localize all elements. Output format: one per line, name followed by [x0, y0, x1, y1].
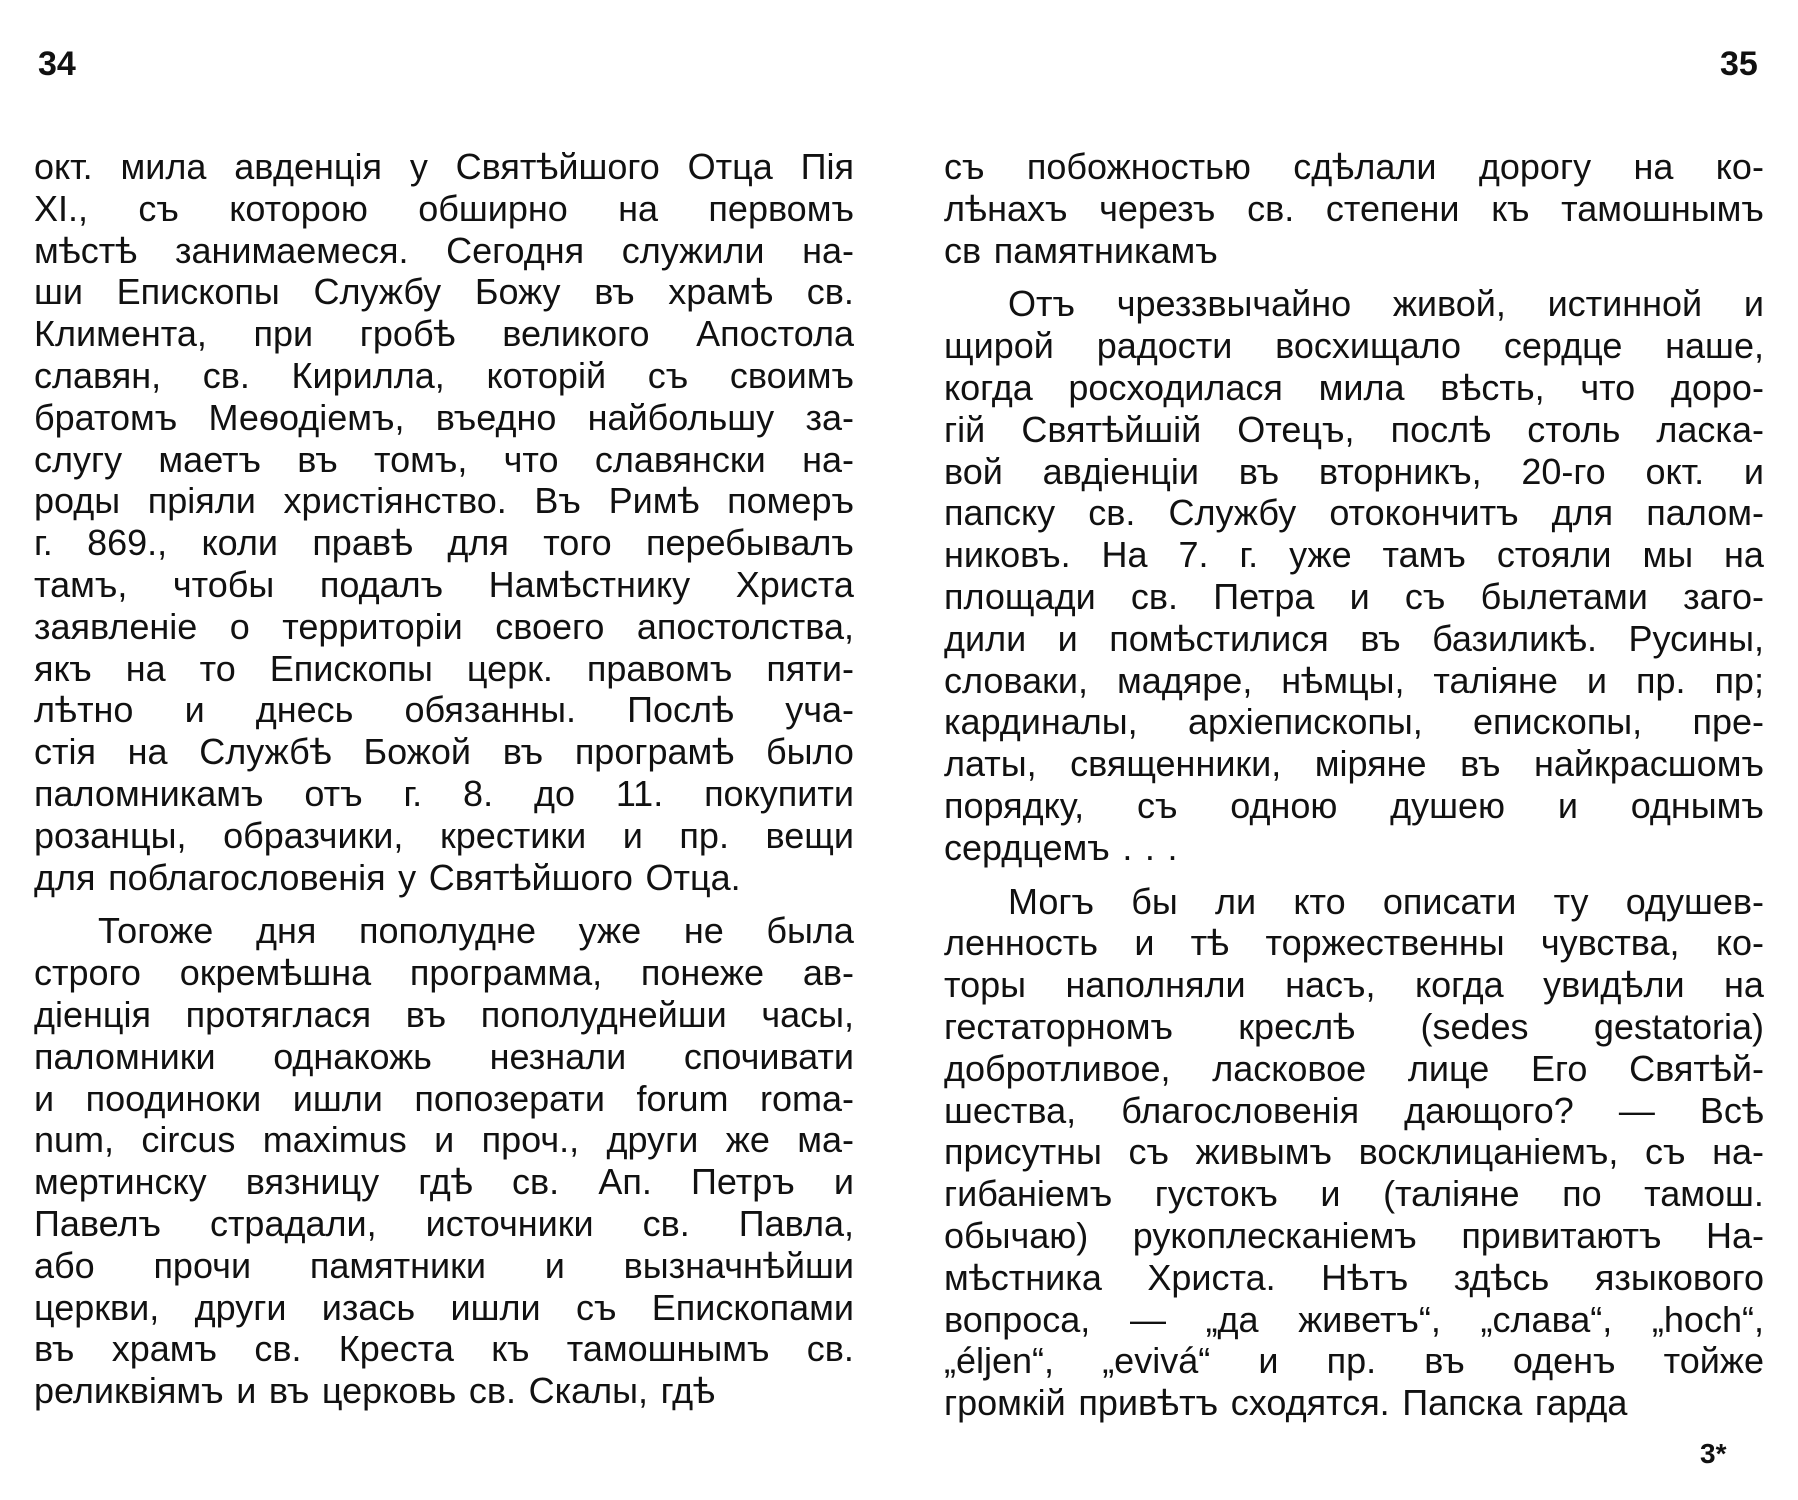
text-line: для поблагословенія у Святѣйшого Отца. — [34, 856, 741, 898]
text-line: XI., съ которою обширно на первомъ — [34, 187, 854, 229]
text-line: съ побожностью сдѣлали дорогу на ко- — [944, 146, 1764, 187]
text-line: строго окремѣшна программа, понеже ав- — [34, 952, 854, 994]
text-line: якъ на то Епископы церк. правомъ пяти- — [34, 647, 854, 689]
text-line: стія на Службѣ Божой въ програмѣ было — [34, 731, 854, 773]
text-line: слугу маетъ въ томъ, что славянски на- — [34, 438, 854, 480]
text-line: и поодиноки ишли попозерати forum roma- — [34, 1077, 854, 1119]
text-line: вой авдіенціи въ вторникъ, 20-го окт. и — [944, 450, 1764, 492]
text-line: ленность и тѣ торжественны чувства, ко- — [944, 922, 1764, 964]
text-line: Отъ чреззвычайно живой, истинной и — [1008, 283, 1764, 325]
text-line: лѣтно и днесь обязанны. Послѣ уча- — [34, 689, 854, 731]
text-line: „éljen“, „evivá“ и пр. въ оденъ тойже — [944, 1340, 1764, 1382]
right-page-text — [944, 146, 1764, 1424]
page-number-left: 34 — [38, 45, 76, 83]
text-line: діенція протяглася въ пополуднейши часы, — [34, 993, 854, 1035]
text-line: Тогоже дня пополудне уже не была — [98, 910, 854, 952]
text-line: мѣстѣ занимаемеся. Сегодня служили на- — [34, 229, 854, 271]
text-line: братомъ Меѳодіемъ, въедно найбольшу за- — [34, 396, 854, 438]
text-line: порядку, съ одною душею и однымъ — [944, 784, 1764, 826]
text-line: паломникамъ отъ г. 8. до 11. покупити — [34, 772, 854, 814]
text-line: роды пріяли христіянство. Въ Римѣ померъ — [34, 480, 854, 522]
text-line: славян, св. Кирилла, которій съ своимъ — [34, 354, 854, 396]
text-line: кардиналы, архіепископы, епископы, пре- — [944, 701, 1764, 743]
text-line: присутны съ живымъ восклицаніемъ, съ на- — [944, 1131, 1764, 1173]
text-line: розанцы, образчики, крестики и пр. вещи — [34, 814, 854, 856]
text-line: папску св. Службу отокончитъ для палом- — [944, 492, 1764, 534]
text-line: мѣстника Христа. Нѣтъ здѣсь языкового — [944, 1256, 1764, 1298]
text-line: сердцемъ . . . — [944, 826, 1178, 868]
text-line: реликвіямъ и въ церковь св. Скалы, гдѣ — [34, 1370, 716, 1412]
text-line: гибаніемъ густокъ и (таліяне по тамош. — [944, 1173, 1764, 1215]
text-line: паломники однакожь незнали спочивати — [34, 1035, 854, 1077]
text-line: щирой радости восхищало сердце наше, — [944, 325, 1764, 367]
text-line: Климента, при гробѣ великого Апостола — [34, 313, 854, 355]
text-line: Павелъ страдали, источники св. Павла, — [34, 1202, 854, 1244]
text-line: добротливое, ласковое лице Его Святѣй- — [944, 1047, 1764, 1089]
text-line: num, circus maximus и проч., други же ма- — [34, 1119, 854, 1161]
text-line: дили и помѣстилися въ базиликѣ. Русины, — [944, 617, 1764, 659]
left-page-text — [34, 146, 854, 1412]
text-line: торы наполняли насъ, когда увидѣли на — [944, 964, 1764, 1006]
text-line: лѣнахъ черезъ св. степени къ тамошнымъ — [944, 187, 1764, 229]
text-line: г. 869., коли правѣ для того перебывалъ — [34, 522, 854, 564]
text-line: когда росходилася мила вѣсть, что доро- — [944, 366, 1764, 408]
text-line: словаки, мадяре, нѣмцы, таліяне и пр. пр; — [944, 659, 1764, 701]
text-line: Могъ бы ли кто описати ту одушев- — [1008, 880, 1764, 922]
text-line: вопроса, — „да живетъ“, „слава“, „hoch“, — [944, 1298, 1764, 1340]
text-line: въ храмъ св. Креста къ тамошнымъ св. — [34, 1328, 854, 1370]
text-line: никовъ. На 7. г. уже тамъ стояли мы на — [944, 534, 1764, 576]
text-line: гестаторномъ креслѣ (sedes gestatoria) — [944, 1005, 1764, 1047]
text-line: шества, благословенія дающого? — Всѣ — [944, 1089, 1764, 1131]
signature-mark: 3* — [1700, 1438, 1727, 1469]
text-line: тамъ, чтобы подалъ Намѣстнику Христа — [34, 563, 854, 605]
page-number-right: 35 — [1720, 45, 1758, 83]
text-line: церкви, други изась ишли съ Епископами — [34, 1286, 854, 1328]
text-line: св памятникамъ — [944, 229, 1218, 271]
text-line: громкій привѣтъ сходятся. Папска гарда — [944, 1382, 1628, 1424]
text-line: мертинску вязницу гдѣ св. Ап. Петръ и — [34, 1161, 854, 1203]
text-line: обычаю) рукоплесканіемъ привитаютъ На- — [944, 1214, 1764, 1256]
text-line: площади св. Петра и съ былетами заго- — [944, 575, 1764, 617]
text-line: гій Святѣйшій Отецъ, послѣ столь ласка- — [944, 408, 1764, 450]
text-line: ши Епископы Службу Божу въ храмѣ св. — [34, 271, 854, 313]
text-line: окт. мила авденція у Святѣйшого Отца Пія — [34, 146, 854, 187]
text-line: заявленіе о территоріи своего апостолства, — [34, 605, 854, 647]
text-line: латы, священники, міряне въ найкрасшомъ — [944, 743, 1764, 785]
text-line: або прочи памятники и вызначнѣйши — [34, 1244, 854, 1286]
